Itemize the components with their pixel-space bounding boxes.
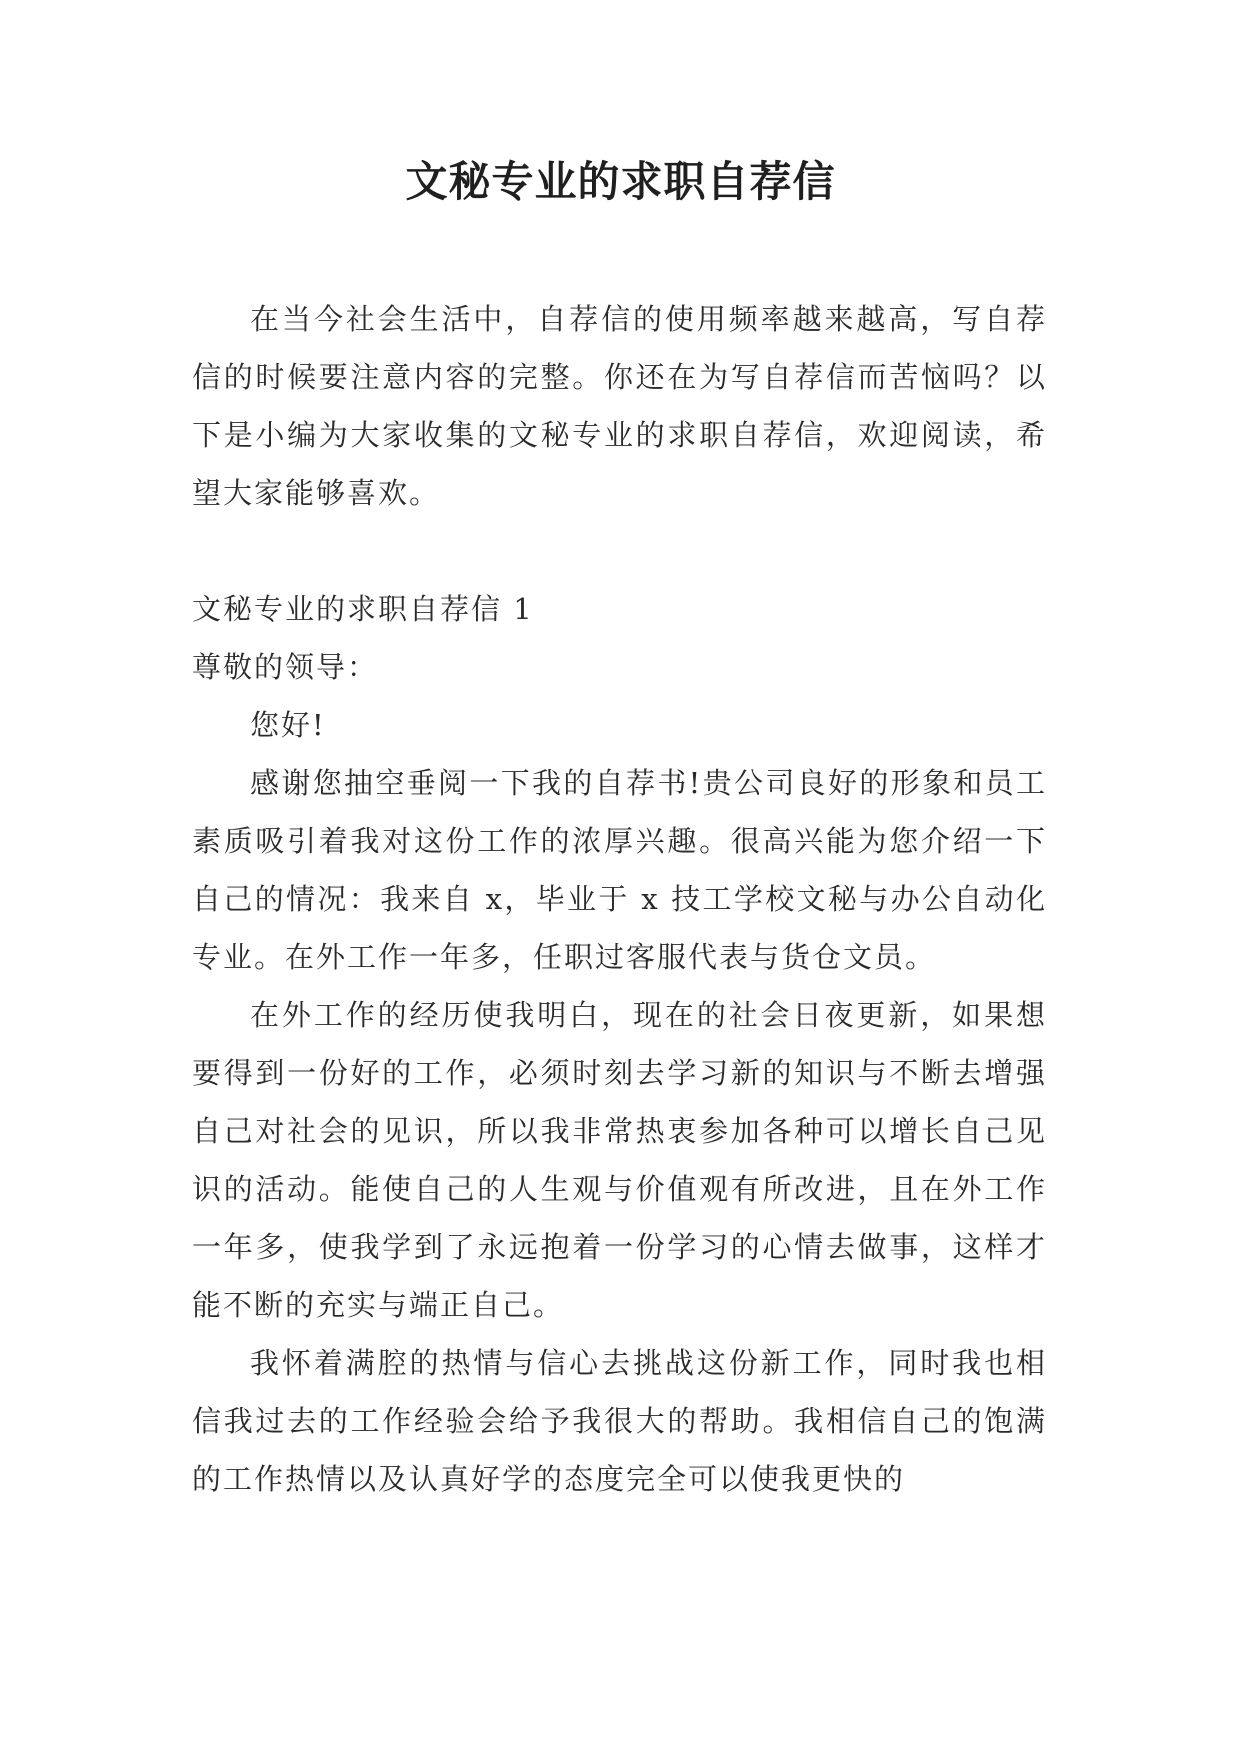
salutation: 尊敬的领导： [192,650,379,684]
greeting: 您好! [250,708,326,742]
section-heading: 文秘专业的求职自荐信 1 [192,592,534,626]
body-paragraph: 在外工作的经历使我明白，现在的社会日夜更新，如果想要得到一份好的工作，必须时刻去学习新的知识与不断去增强自己对社会的见识，所以我非常热衷参加各种可以增长自己见识的活动。能使自己的人生观与价值观有所改进，且在外工作一年多，使我学到了永远抱着一份学习的心情去做事，这样才能不断的充实与端正自己。 [192,998,1047,1322]
body-paragraph: 感谢您抽空垂阅一下我的自荐书!贵公司良好的形象和员工素质吸引着我对这份工作的浓厚兴趣。很高兴能为您介绍一下自己的情况：我来自 x，毕业于 x 技工学校文秘与办公自动化专业。在外工作一年多，任职过客服代表与货仓文员。 [192,766,1047,974]
paragraph-spacer [192,522,1047,580]
document-body [192,290,1047,1508]
intro-paragraph: 在当今社会生活中，自荐信的使用频率越来越高，写自荐信的时候要注意内容的完整。你还在为写自荐信而苦恼吗？以下是小编为大家收集的文秘专业的求职自荐信，欢迎阅读，希望大家能够喜欢。 [192,302,1047,510]
document-title: 文秘专业的求职自荐信 [405,157,836,206]
body-paragraph: 我怀着满腔的热情与信心去挑战这份新工作，同时我也相信我过去的工作经验会给予我很大的帮助。我相信自己的饱满的工作热情以及认真好学的态度完全可以使我更快的 [192,1346,1047,1496]
